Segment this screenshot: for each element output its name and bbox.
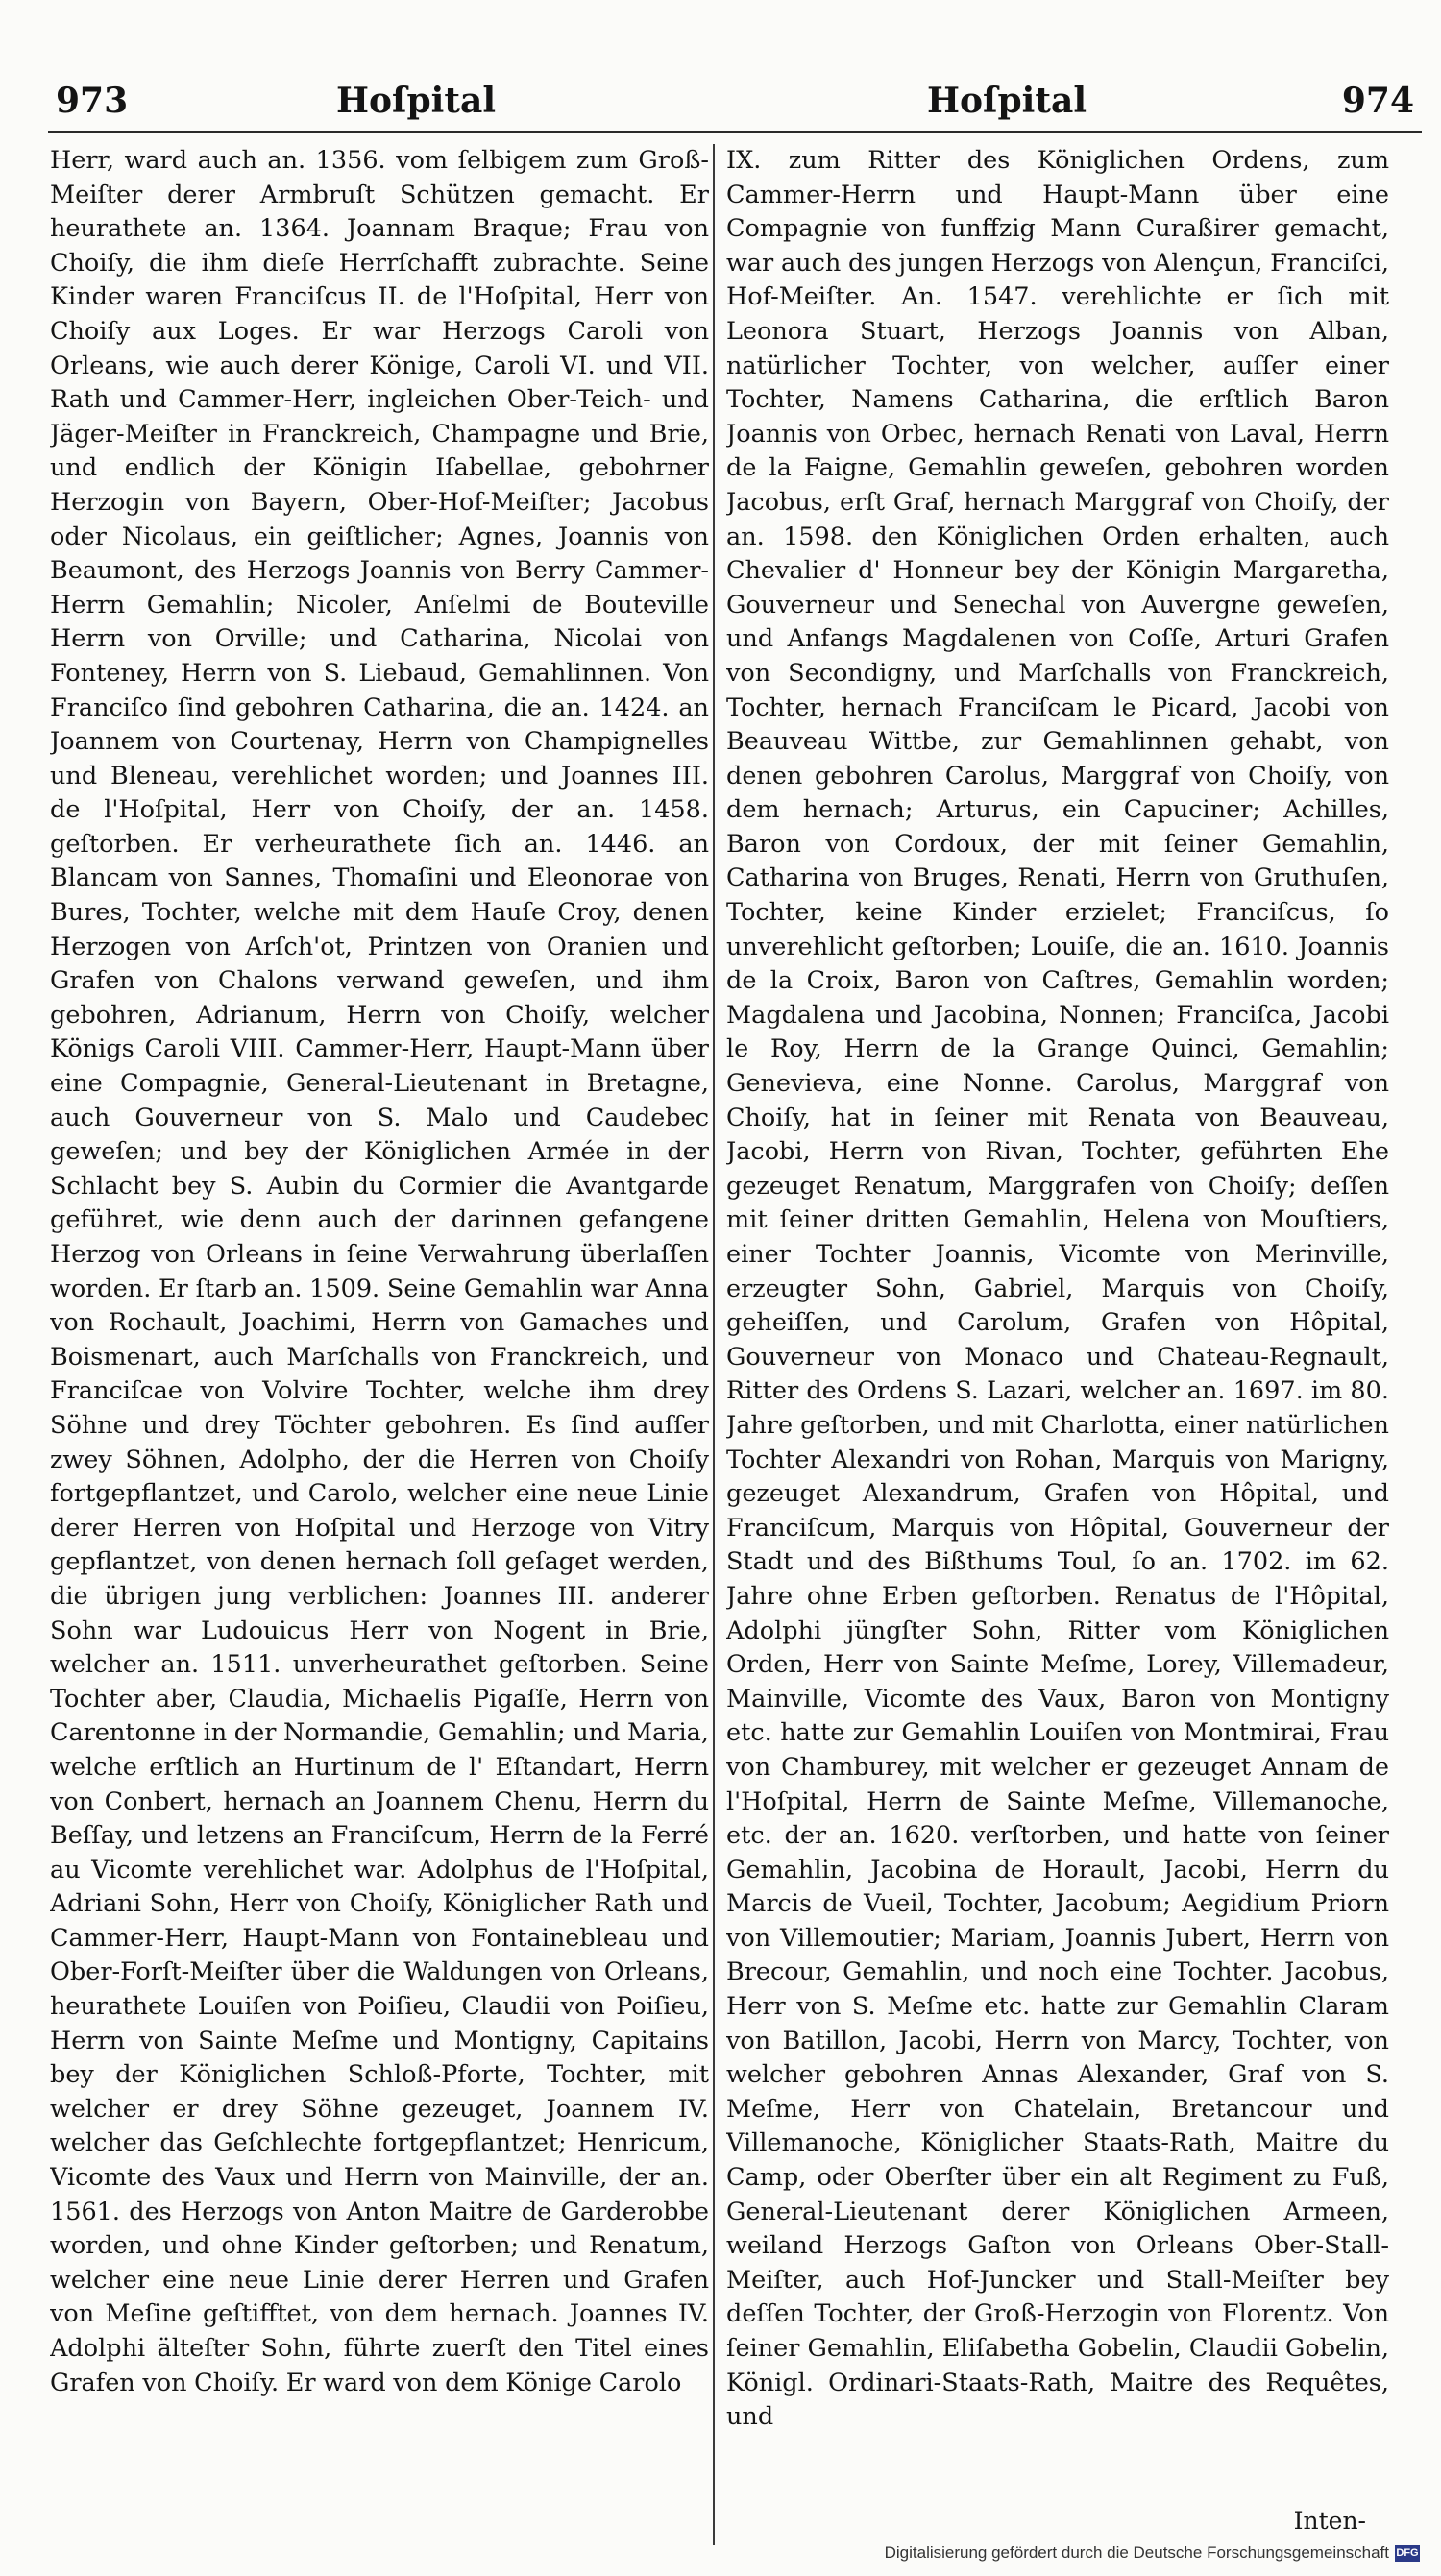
column-divider xyxy=(713,144,715,2545)
right-column-text: IX. zum Ritter des Königlichen Ordens, zum Cammer-Herrn und Haupt-Mann über eine Compagnie von funffzig Mann Curaßirer gemacht, war auch des jungen Herzogs von Alençun, Franciſci, Hof-Meiſter. An. 1547. verehlichte er ſich mit Leonora Stuart, Herzogs Joannis von Alban, natürlicher Tochter, von welcher, auſſer einer Tochter, Namens Catharina, die erſtlich Baron Joannis von Orbec, hernach Renati von Laval, Herrn de la Faigne, Gemahlin geweſen, gebohren worden Jacobus, erſt Graf, hernach Marggraf von Choiſy, der an. 1598. den Königlichen Orden erhalten, auch Chevalier d' Honneur bey der Königin Margaretha, Gouverneur und Senechal von Auvergne geweſen, und Anfangs Magdalenen von Coſſe, Arturi Grafen von Secondigny, und Marſchalls von Franckreich, Tochter, hernach Franciſcam le Picard, Jacobi von Beauveau Wittbe, zur Gemahlinnen gehabt, von denen gebohren Carolus, Marggraf von Choiſy, von dem hernach; Arturus, ein Capuciner; Achilles, Baron von Cordoux, der mit ſeiner Gemahlin, Catharina von Bruges, Renati, Herrn von Gruthuſen, Tochter, keine Kinder erzielet; Franciſcus, ſo unverehlicht geſtorben; Louiſe, die an. 1610. Joannis de la Croix, Baron von Caſtres, Gemahlin worden; Magdalena und Jacobina, Nonnen; Franciſca, Jacobi le Roy, Herrn de la Grange Quinci, Gemahlin; Genevieva, eine Nonne. Carolus, Marggraf von Choiſy, hat in ſeiner mit Renata von Beauveau, Jacobi, Herrn von Rivan, Tochter, geführten Ehe gezeuget Renatum, Marggrafen von Choiſy; deſſen mit ſeiner dritten Gemahlin, Helena von Mouſtiers, einer Tochter Joannis, Vicomte von Merinville, erzeugter Sohn, Gabriel, Marquis von Choiſy, geheiſſen, und Carolum, Grafen von Hôpital, Gouverneur von Monaco und Chateau-Regnault, Ritter des Ordens S. Lazari, welcher an. 1697. im 80. Jahre geſtorben, und mit Charlotta, einer natürlichen Tochter Alexandri von Rohan, Marquis von Marigny, gezeuget Alexandrum, Grafen von Hôpital, und Franciſcum, Marquis von Hôpital, Gouverneur der Stadt und des Bißthums Toul, ſo an. 1702. im 62. Jahre ohne Erben geſtorben. Renatus de l'Hôpital, Adolphi jüngſter Sohn, Ritter vom Königlichen Orden, Herr von Sainte Meſme, Lorey, Villemadeur, Mainville, Vicomte des Vaux, Baron von Montigny etc. hatte zur Gemahlin Louiſen von Montmirai, Frau von Chamburey, mit welcher er gezeuget Annam de l'Hoſpital, Herrn de Sainte Meſme, Villemanoche, etc. der an. 1620. verſtorben, und hatte von ſeiner Gemahlin, Jacobina de Horault, Jacobi, Herrn du Marcis de Vueil, Tochter, Jacobum; Aegidium Priorn von Villemoutier; Mariam, Joannis Jubert, Herrn von Brecour, Gemahlin, und noch eine Tochter. Jacobus, Herr von S. Meſme etc. hatte zur Gemahlin Claram von Batillon, Jacobi, Herrn von Marcy, Tochter, von welcher gebohren Annas Alexander, Graf von S. Meſme, Herr von Chatelain, Bretancour und Villemanoche, Königlicher Staats-Rath, Maitre du Camp, oder Oberſter über ein alt Regiment zu Fuß, General-Lieutenant derer Königlichen Armeen, weiland Herzogs Gaſton von Orleans Ober-Stall-Meiſter, auch Hof-Juncker und Stall-Meiſter bey deſſen Tochter, der Groß-Herzogin von Florentz. Von ſeiner Gemahlin, Eliſabetha Gobelin, Claudii Gobelin, Königl. Ordinari-Staats-Rath, Maitre des Requêtes, und xyxy=(726,146,1389,2432)
footer-credit: Digitalisierung gefördert durch die Deutsche Forschungsgemeinschaft xyxy=(884,2543,1389,2562)
right-running-title: Hoſpital xyxy=(927,81,1087,121)
digitization-footer xyxy=(885,2543,1420,2563)
left-running-title: Hoſpital xyxy=(336,81,496,121)
right-page-number: 974 xyxy=(1341,81,1414,121)
left-page-number: 973 xyxy=(56,81,129,121)
dfg-logo-icon: DFG xyxy=(1395,2545,1420,2562)
catchword: Inten- xyxy=(1293,2507,1366,2535)
left-column-text: Herr, ward auch an. 1356. vom ſelbigem zum Groß-Meiſter derer Armbruſt Schützen gemacht. Er heurathete an. 1364. Joannam Braque; Frau von Choiſy, die ihm dieſe Herrſchafft zubrachte. Seine Kinder waren Franciſcus II. de l'Hoſpital, Herr von Choiſy aux Loges. Er war Herzogs Caroli von Orleans, wie auch derer Könige, Caroli VI. und VII. Rath und Cammer-Herr, ingleichen Ober-Teich- und Jäger-Meiſter in Franckreich, Champagne und Brie, und endlich der Königin Iſabellae, gebohrner Herzogin von Bayern, Ober-Hof-Meiſter; Jacobus oder Nicolaus, ein geiſtlicher; Agnes, Joannis von Beaumont, des Herzogs Joannis von Berry Cammer-Herrn Gemahlin; Nicoler, Anſelmi de Bouteville Herrn von Orville; und Catharina, Nicolai von Fonteney, Herrn von S. Liebaud, Gemahlinnen. Von Franciſco ſind gebohren Catharina, die an. 1424. an Joannem von Courtenay, Herrn von Champignelles und Bleneau, verehlichet worden; und Joannes III. de l'Hoſpital, Herr von Choiſy, der an. 1458. geſtorben. Er verheurathete ſich an. 1446. an Blancam von Sannes, Thomaſini und Eleonorae von Bures, Tochter, welche mit dem Hauſe Croy, denen Herzogen von Arſch'ot, Printzen von Oranien und Grafen von Chalons verwand geweſen, und ihm gebohren, Adrianum, Herrn von Choiſy, welcher Königs Caroli VIII. Cammer-Herr, Haupt-Mann über eine Compagnie, General-Lieutenant in Bretagne, auch Gouverneur von S. Malo und Caudebec geweſen; und bey der Königlichen Armée in der Schlacht bey S. Aubin du Cormier die Avantgarde geführet, wie denn auch der darinnen gefangene Herzog von Orleans in ſeine Verwahrung überlaſſen worden. Er ſtarb an. 1509. Seine Gemahlin war Anna von Rochault, Joachimi, Herrn von Gamaches und Boismenart, auch Marſchalls von Franckreich, und Franciſcae von Volvire Tochter, welche ihm drey Söhne und drey Töchter gebohren. Es ſind auſſer zwey Söhnen, Adolpho, der die Herren von Choiſy fortgepflantzet, und Carolo, welcher eine neue Linie derer Herren von Hoſpital und Herzoge von Vitry gepflantzet, von denen hernach ſoll geſaget werden, die übrigen jung verblichen: Joannes III. anderer Sohn war Ludouicus Herr von Nogent in Brie, welcher an. 1511. unverheurathet geſtorben. Seine Tochter aber, Claudia, Michaelis Pigaſſe, Herrn von Carentonne in der Normandie, Gemahlin; und Maria, welche erſtlich an Hurtinum de l' Eſtandart, Herrn von Conbert, hernach an Joannem Chenu, Herrn du Beſſay, und letzens an Franciſcum, Herrn de la Ferré au Vicomte verehlichet war. Adolphus de l'Hoſpital, Adriani Sohn, Herr von Choiſy, Königlicher Rath und Cammer-Herr, Haupt-Mann von Fontainebleau und Ober-Forſt-Meiſter über die Waldungen von Orleans, heurathete Louiſen von Poiſieu, Claudii von Poiſieu, Herrn von Sainte Meſme und Montigny, Capitains bey der Königlichen Schloß-Pforte, Tochter, mit welcher er drey Söhne gezeuget, Joannem IV. welcher das Geſchlechte fortgepflantzet; Henricum, Vicomte des Vaux und Herrn von Mainville, der an. 1561. des Herzogs von Anton Maitre de Garderobbe worden, und ohne Kinder geſtorben; und Renatum, welcher eine neue Linie derer Herren und Grafen von Meſine geſtifftet, von dem hernach. Joannes IV. Adolphi älteſter Sohn, führte zuerſt den Titel eines Grafen von Choiſy. Er ward von dem Könige Carolo xyxy=(50,146,709,2397)
right-text-column xyxy=(726,144,1389,2550)
left-text-column xyxy=(50,144,709,2550)
page-header xyxy=(48,71,1422,133)
